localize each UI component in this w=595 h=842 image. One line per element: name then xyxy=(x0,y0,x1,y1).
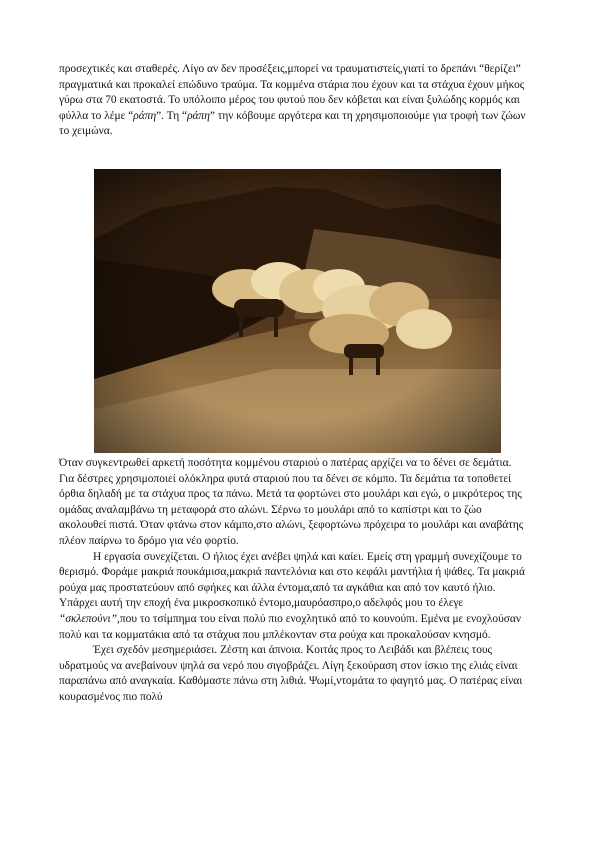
harvest-photo xyxy=(94,169,501,453)
term-sklepouni: “σκλεπούνι” xyxy=(59,612,118,625)
paragraph-work-continues xyxy=(59,550,529,644)
text-segment: ,που το τσίμπημα του είναι πολύ πιο ενοχλητικό από το κουνούπι. Εμένα με ενοχλούσαν πολύ και τα κομματάκια από τα στάχυα που μπλέκονταν στα ρούχα και προκαλούσαν κνησμό. xyxy=(59,612,521,641)
photo-vignette xyxy=(94,169,501,453)
paragraph-bundling: Όταν συγκεντρωθεί αρκετή ποσότητα κομμένου σταριού ο πατέρας αρχίζει να το δένει σε δεμάτια. Για δέστρες χρησιμοποιεί ολόκληρα φυτά σταριού που τα δένει σε κόμπο. Τα δεμάτια τα τοποθετεί όρθια δηλαδή με τα στάχυα προς τα πάνω. Μετά τα φορτώνει στο μουλάρι και εγώ, ο μικρότερος της ομάδας αναλαμβάνω τη μεταφορά στο αλώνι. Σέρνω το μουλάρι από το καπίστρι και το ζώο ακολουθεί πιστά. Όταν φτάνω στον κάμπο,στο αλώνι, ξεφορτώνω πρόχειρα το μουλάρι και αναβάτης πλέον παίρνω το δρόμο για νέο φορτίο. xyxy=(59,457,524,547)
harvest-photo-illustration xyxy=(94,169,501,453)
text-segment: ” την κόβουμε αργότερα και τη χρησιμοποιούμε για τροφή των ζώων το χειμώνα. xyxy=(59,109,526,138)
paragraph-harvest-care xyxy=(59,62,529,140)
text-segment: Η εργασία συνεχίζεται. Ο ήλιος έχει ανέβει ψηλά και καίει. Εμείς στη γραμμή συνεχίζουμε το θερισμό. Φοράμε μακριά πουκάμισα,μακριά παντελόνια και στο κεφάλι μαντήλια ή ψάθες. Τα μακριά ρούχα μας προστατεύουν από σφήκες και άλλα έντομα,από τα αγκάθια και από τον καυτό ήλιο. Υπάρχει αυτή την εποχή ένα μικροσκοπικό έντομο,μαυρόασπρο,ο αδελφός μου το έλεγε xyxy=(59,550,525,610)
text-segment: προσεχτικές και σταθερές. Λίγο αν δεν προσέξεις,μπορεί να τραυματιστείς,γιατί το δρεπάνι “θερίζει” πραγματικά και προκαλεί επώδυνο τραύμα. Τα κομμένα στάρια που έχουν και τα στάχυα έχουν μήκος γύρω στα 70 εκατοστά. Το υπόλοιπο μέρος του φυτού που δεν κόβεται και είναι ξυλώδης κορμός και φύλλα το λέμε “ xyxy=(59,63,525,122)
text-segment: ”. Τη “ xyxy=(156,109,188,122)
paragraphs-bottom xyxy=(59,456,529,706)
term-rapi: ράπη xyxy=(133,109,157,122)
paragraph-noon: Έχει σχεδόν μεσημεριάσει. Ζέστη και άπνοια. Κοιτάς προς το Λειβάδι και βλέπεις τους υδρατμούς να ανεβαίνουν ψηλά σα νερό που σιγοβράζει. Λίγη ξεκούραση στον ίσκιο της ελιάς είναι παραπάνω από αναγκαία. Καθόμαστε πάνω στη λιθιά. Ψωμί,ντομάτα το φαγητό μας. Ο πατέρας είναι κουρασμένος πιο πολύ xyxy=(59,644,523,703)
term-rapi: ράπη xyxy=(187,109,210,122)
paragraph-text xyxy=(59,62,529,140)
